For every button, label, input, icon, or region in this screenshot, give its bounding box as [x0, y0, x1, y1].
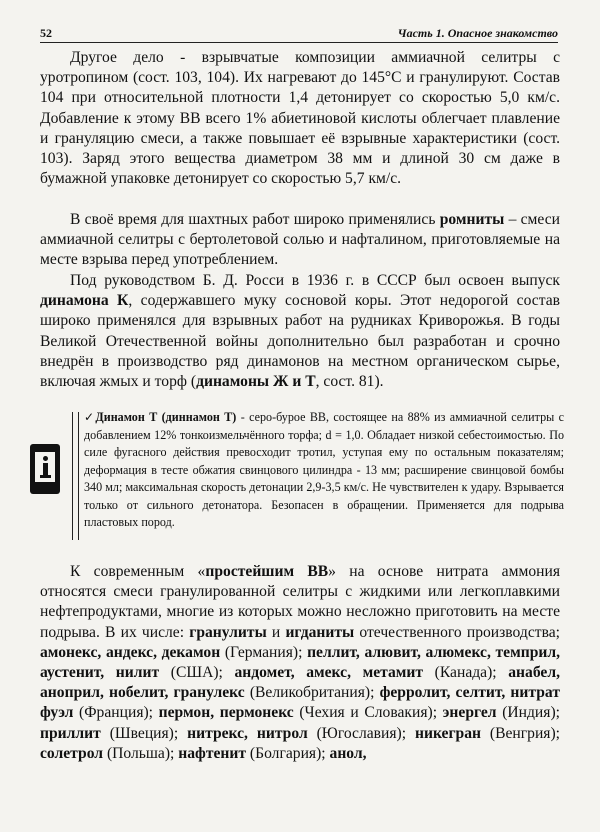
paragraph-simplest-explosives: К современным «простейшим ВВ» на основе нитрата аммония относятся смеси гранулированной селитры с жидкими или легкоплавкими нефтепродуктами, многие из которых можно несложно приготовить на месте подрыва. В их числе: гранулиты и игданиты отечественного производства; амонекс, андекс, декамон (Германия); пеллит, алювит, алюмекс, темприл, аустенит, нилит (США); андомет, амекс, метамит (Канада); анабел, аноприл, нобелит, гранулекс (Великобритания); ферролит, селтит, нитрат фуэл (Франция); пермон, пермонекс (Чехия и Словакия); энергел (Индия); приллит (Швеция); нитрекс, нитрол (Югославия); никегран (Венгрия); солетрол (Польша); нафтенит (Болгария); анол,: [40, 563, 561, 762]
note-text: - серо-бурое ВВ, состоящее на 88% из аммиачной селитры с добавлением 12% тонкоизмельчённого торфа; d = 1,0. Обладает низкой себестоимостью. По силе фугасного действия превосходит тротил, уступая ему по остальным показателям; деформация в тесте обжатия свинцового цилиндра - 13 мм; расширение свинцовой бомбы 340 мл; максимальная скорость детонации 2,9-3,5 км/с. Не чувствителен к удару. Взрывается только от сильного детонатора. Безопасен в обращении. Применяется для подрыва пластовых пород.: [84, 410, 564, 529]
paragraph-dinamon: Под руководством Б. Д. Росси в 1936 г. в СССР был освоен выпуск динамона К, содержавшего муку сосновой коры. Этот недорогой состав широко применялся для взрывных работ на рудниках Криворожья. В годы Великой Отечественной войны дополнительно был разработан и срочно внедрён в производство ряд динамонов на местном органическом сырье, включая жмых и торф (динамоны Ж и Т, сост. 81).: [40, 272, 561, 391]
note-margin-bars: [72, 412, 79, 540]
info-icon: [30, 444, 60, 494]
term-dinamony-zh-t: динамоны Ж и Т: [196, 373, 316, 391]
checkmark-icon: ✓: [84, 410, 96, 424]
page-header: [40, 24, 558, 43]
term-dinamon-k: динамона К: [40, 292, 129, 310]
term-romnity: ромниты: [439, 211, 505, 228]
page-number: 52: [40, 26, 52, 40]
paragraph-romnity: В своё время для шахтных работ широко применялись ромниты – смеси аммиачной селитры с бертолетовой солью и нафталином, приготовляемые на месте взрыва перед употреблением.: [40, 211, 560, 269]
info-note-dinamon-t: [84, 409, 564, 532]
chapter-title: Часть 1. Опасное знакомство: [397, 26, 558, 40]
note-title: Динамон Т (диннамон Т): [95, 410, 237, 424]
paragraph-urotropin: Другое дело - взрывчатые композиции аммиачной селитры с уротропином (сост. 103, 104). Их нагревают до 145°С и гранулируют. Состав 104 при относительной плотности 1,4 детонирует со скоростью 5,0 км/с. Добавление к этому ВВ всего 1% абиетиновой кислоты облегчает плавление и грануляцию смеси, а также повышает её взрывные характеристики (сост. 103). Заряд этого вещества диаметром 38 мм и длиной 30 см даже в бумажной упаковке детонирует со скоростью 5,7 км/с.: [40, 49, 560, 188]
